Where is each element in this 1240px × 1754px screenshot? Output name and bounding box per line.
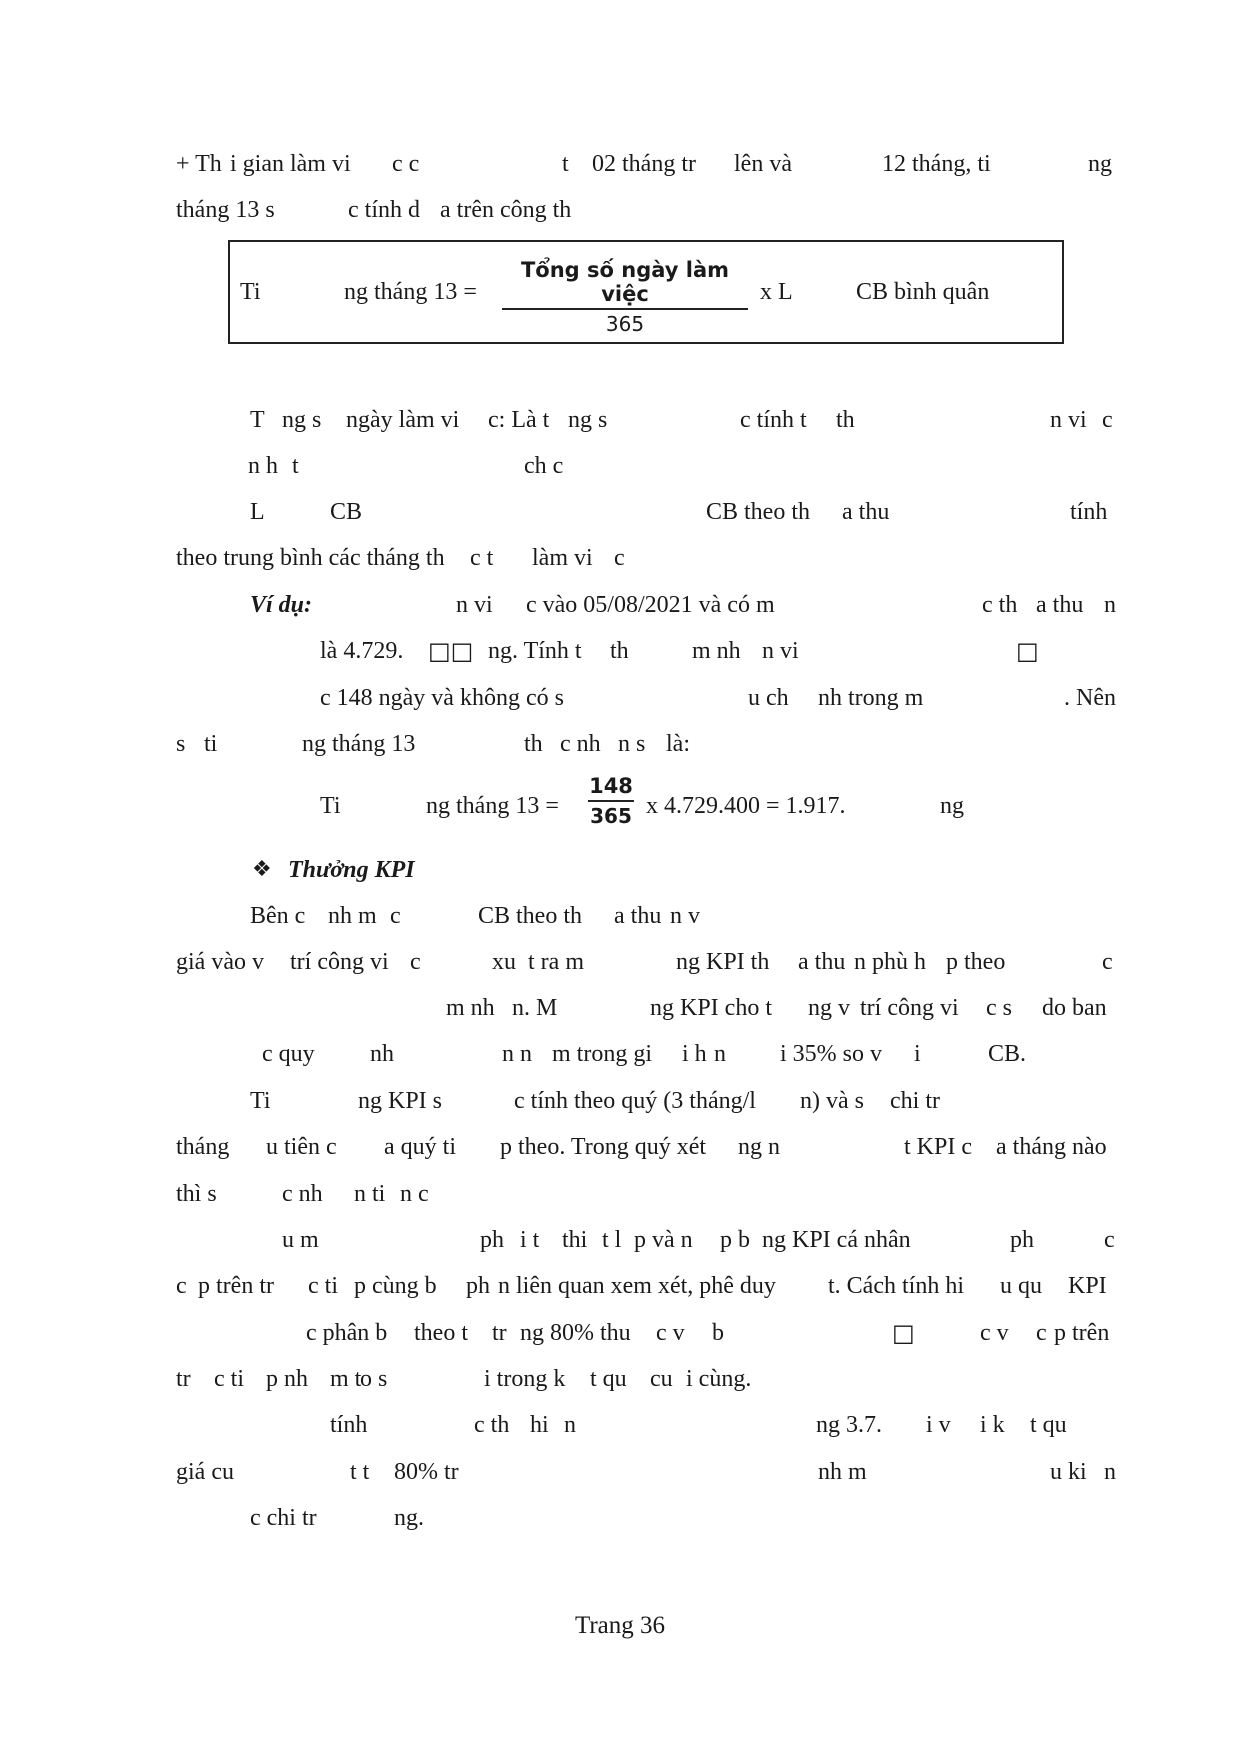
page-number: Trang 36 [574, 1612, 666, 1639]
text-fragment: a quý ti [384, 1134, 456, 1160]
text-fragment: □□ [428, 637, 474, 665]
text-fragment: i v [926, 1412, 951, 1438]
text-fragment: c: Là t [488, 407, 550, 433]
text-fragment: nh m [818, 1459, 867, 1485]
text-fragment: ng tháng 13 [302, 731, 416, 757]
text-fragment: c tính theo quý (3 tháng/l [514, 1088, 756, 1114]
text-fragment: c [1102, 407, 1113, 433]
text-fragment: c quy [262, 1041, 315, 1067]
text-fragment: 80% tr [394, 1459, 459, 1485]
text-fragment: i h [682, 1041, 707, 1067]
text-fragment: u tiên c [266, 1134, 337, 1160]
fraction-bar [588, 800, 634, 802]
text-fragment: i gian làm vi [230, 151, 351, 177]
text-fragment: s [176, 731, 186, 757]
text-fragment: p trên tr [198, 1273, 274, 1299]
text-fragment: ng KPI th [676, 949, 770, 975]
text-fragment: nh [370, 1041, 394, 1067]
text-fragment: tháng [176, 1134, 230, 1160]
text-fragment: trí công vi [860, 995, 959, 1021]
text-fragment: b [712, 1320, 724, 1346]
text-fragment: làm vi [532, 545, 593, 571]
text-fragment: c [614, 545, 625, 571]
text-fragment: c phân b [306, 1320, 388, 1346]
text-fragment: lên và [734, 151, 792, 177]
text-fragment: a thu [1036, 592, 1084, 618]
formula2-left: Ti [320, 793, 341, 819]
text-fragment: u m [282, 1227, 319, 1253]
text-fragment: a thu [614, 903, 662, 929]
formula-multiplier: x L [760, 279, 793, 305]
text-fragment: CB. [988, 1041, 1027, 1067]
formula-right: CB bình quân [856, 279, 990, 305]
text-fragment: □ [892, 1319, 915, 1347]
text-fragment: Bên c [250, 903, 306, 929]
text-fragment: n v [670, 903, 700, 929]
text-fragment: c s [986, 995, 1012, 1021]
text-fragment: a thu [842, 499, 890, 525]
text-fragment: là: [666, 731, 690, 757]
text-fragment: c nh [560, 731, 601, 757]
text-fragment: do ban [1042, 995, 1107, 1021]
text-fragment: o s [360, 1366, 388, 1392]
text-fragment: trí công vi [290, 949, 389, 975]
text-fragment: tr [176, 1366, 191, 1392]
text-fragment: t [562, 151, 569, 177]
text-fragment: p trên [1054, 1320, 1110, 1346]
text-fragment: thì s [176, 1181, 217, 1207]
text-fragment: c [410, 949, 421, 975]
text-fragment: tháng 13 s [176, 197, 275, 223]
formula-fraction [502, 258, 748, 336]
text-fragment: CB [330, 499, 363, 525]
text-fragment: n liên quan xem xét, phê duy [498, 1273, 776, 1299]
fraction-denominator: 365 [590, 804, 632, 828]
formula-box [228, 240, 1064, 344]
text-fragment: a thu [798, 949, 846, 975]
fraction-bar [502, 308, 748, 310]
text-fragment: t qu [1030, 1412, 1067, 1438]
text-fragment: m trong gi [552, 1041, 652, 1067]
text-fragment: th [524, 731, 543, 757]
text-fragment: xu [492, 949, 516, 975]
text-fragment: CB theo th [478, 903, 583, 929]
text-fragment: c v [656, 1320, 685, 1346]
text-fragment: m nh [692, 638, 741, 664]
section-heading: Thưởng KPI [288, 857, 415, 883]
text-fragment: u qu [1000, 1273, 1042, 1299]
text-fragment: n vi [762, 638, 799, 664]
text-fragment: c [1036, 1320, 1047, 1346]
text-fragment: c [1102, 949, 1113, 975]
text-fragment: ng 80% thu [520, 1320, 631, 1346]
formula2-rest: x 4.729.400 = 1.917. [646, 793, 846, 819]
text-fragment: □ [1016, 637, 1039, 665]
text-fragment: ng v [808, 995, 850, 1021]
text-fragment: ng 3.7. [816, 1412, 882, 1438]
text-fragment: theo trung bình các tháng th [176, 545, 445, 571]
text-fragment: p và n [634, 1227, 693, 1253]
fraction-numerator: Tổng số ngày làm việc [520, 258, 730, 306]
text-fragment: c v [980, 1320, 1009, 1346]
text-fragment: ng KPI cá nhân [762, 1227, 911, 1253]
text-fragment: là 4.729. [320, 638, 404, 664]
text-fragment: + Th [176, 151, 222, 177]
text-fragment: thi [562, 1227, 588, 1253]
text-fragment: ng. [394, 1505, 424, 1531]
text-fragment: nh m [328, 903, 377, 929]
text-fragment: c [390, 903, 401, 929]
formula-left: Ti [240, 279, 261, 305]
text-fragment: n. M [512, 995, 558, 1021]
text-fragment: m nh [446, 995, 495, 1021]
example-label: Ví dụ: [250, 592, 313, 618]
text-fragment: c c [392, 151, 420, 177]
text-fragment: a tháng nào [996, 1134, 1107, 1160]
text-fragment: p b [720, 1227, 750, 1253]
text-fragment: t qu [590, 1366, 627, 1392]
text-fragment: i t [520, 1227, 540, 1253]
text-fragment: c chi tr [250, 1505, 317, 1531]
text-fragment: t [292, 453, 299, 479]
text-fragment: t l [602, 1227, 622, 1253]
fraction-denominator: 365 [605, 312, 645, 336]
text-fragment: c nh [282, 1181, 323, 1207]
text-fragment: ng n [738, 1134, 780, 1160]
text-fragment: n [714, 1041, 726, 1067]
text-fragment: n h [248, 453, 278, 479]
text-fragment: ng KPI s [358, 1088, 443, 1114]
text-fragment: n [1104, 592, 1116, 618]
text-fragment: c tính t [740, 407, 807, 433]
text-fragment: ph [1010, 1227, 1034, 1253]
text-fragment: i cùng. [686, 1366, 752, 1392]
text-fragment: cu [650, 1366, 673, 1392]
text-fragment: Ti [250, 1088, 271, 1114]
text-fragment: n s [618, 731, 646, 757]
text-fragment: i 35% so v [780, 1041, 882, 1067]
text-fragment: . Nên [1064, 685, 1116, 711]
text-fragment: c ti [308, 1273, 338, 1299]
text-fragment: giá vào v [176, 949, 264, 975]
text-fragment: c 148 ngày và không có s [320, 685, 564, 711]
text-fragment: 12 tháng, ti [882, 151, 991, 177]
text-fragment: u ki [1050, 1459, 1087, 1485]
text-fragment: nh trong m [818, 685, 924, 711]
text-fragment: L [250, 499, 265, 525]
text-fragment: i trong k [484, 1366, 566, 1392]
text-fragment: u ch [748, 685, 789, 711]
text-fragment: p cùng b [354, 1273, 437, 1299]
text-fragment: ti [204, 731, 218, 757]
text-fragment: m t [330, 1366, 362, 1392]
text-fragment: c th [474, 1412, 510, 1438]
text-fragment: ng. Tính t [488, 638, 582, 664]
text-fragment: c [176, 1273, 187, 1299]
diamond-bullet-icon: ❖ [252, 857, 272, 882]
text-fragment: 02 tháng tr [592, 151, 696, 177]
fraction-numerator: 148 [589, 774, 633, 798]
text-fragment: c [1104, 1227, 1115, 1253]
text-fragment: ph [480, 1227, 504, 1253]
text-fragment: n [1104, 1459, 1116, 1485]
text-fragment: n c [400, 1181, 429, 1207]
text-fragment: n vi [1050, 407, 1087, 433]
text-fragment: c th [982, 592, 1018, 618]
text-fragment: ph [466, 1273, 490, 1299]
text-fragment: th [836, 407, 855, 433]
text-fragment: c t [470, 545, 494, 571]
text-fragment: p theo. Trong quý xét [500, 1134, 707, 1160]
text-fragment: theo t [414, 1320, 468, 1346]
text-fragment: ngày làm vi [346, 407, 460, 433]
text-fragment: ng s [568, 407, 608, 433]
text-fragment: chi tr [890, 1088, 940, 1114]
text-fragment: n n [502, 1041, 532, 1067]
text-fragment: ng [1088, 151, 1112, 177]
text-fragment: n phù h [854, 949, 926, 975]
text-fragment: n) và s [800, 1088, 864, 1114]
text-fragment: tính [330, 1412, 368, 1438]
text-fragment: n [564, 1412, 576, 1438]
text-fragment: n vi [456, 592, 493, 618]
text-fragment: c ti [214, 1366, 244, 1392]
text-fragment: ng s [282, 407, 322, 433]
text-fragment: KPI [1068, 1273, 1107, 1299]
text-fragment: t KPI c [904, 1134, 972, 1160]
text-fragment: th [610, 638, 629, 664]
text-fragment: ch c [524, 453, 564, 479]
text-fragment: CB theo th [706, 499, 811, 525]
text-fragment: p nh [266, 1366, 308, 1392]
text-fragment: hi [530, 1412, 549, 1438]
text-fragment: a trên công th [440, 197, 572, 223]
text-fragment: c vào 05/08/2021 và có m [526, 592, 775, 618]
formula2-middle: ng tháng 13 = [426, 793, 559, 819]
text-fragment: t t [350, 1459, 370, 1485]
text-fragment: p theo [946, 949, 1006, 975]
formula2-fraction [588, 774, 634, 828]
text-fragment: n ti [354, 1181, 386, 1207]
text-fragment: tính [1070, 499, 1108, 525]
text-fragment: t. Cách tính hi [828, 1273, 964, 1299]
text-fragment: tr [492, 1320, 507, 1346]
text-fragment: c tính d [348, 197, 420, 223]
text-fragment: t ra m [528, 949, 584, 975]
text-fragment: i k [980, 1412, 1005, 1438]
text-fragment: giá cu [176, 1459, 234, 1485]
formula2-tail: ng [940, 793, 964, 819]
text-fragment: ng KPI cho t [650, 995, 772, 1021]
text-fragment: i [914, 1041, 921, 1067]
text-fragment: T [250, 407, 265, 433]
formula-middle: ng tháng 13 = [344, 279, 477, 305]
